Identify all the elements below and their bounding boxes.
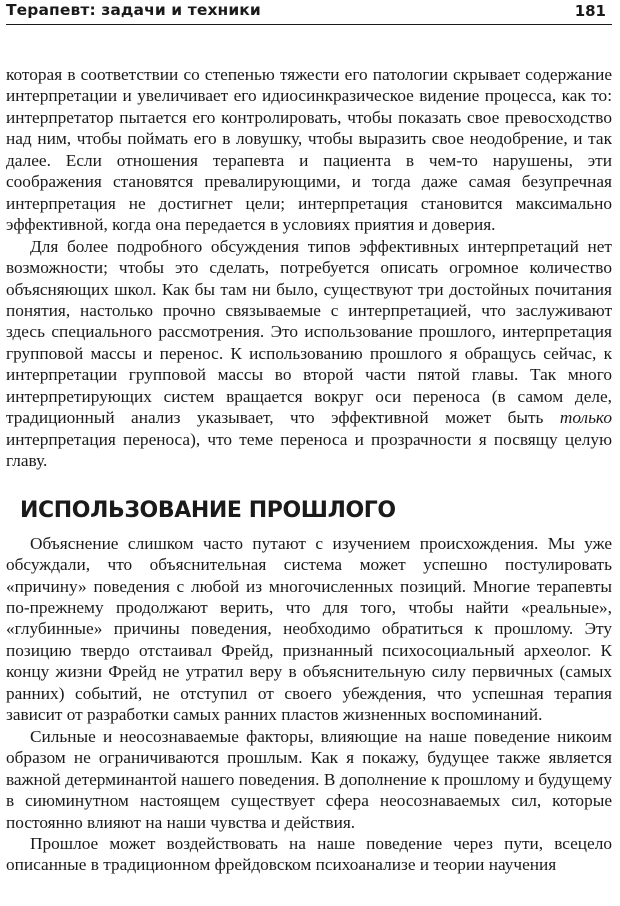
section-paragraph: Прошлое может воздействовать на наше поведение через пути, всецело описанные в традиционном фрейдовском психоанализе и теории научения	[6, 833, 612, 875]
paragraph-interpretation-types	[6, 236, 612, 472]
running-title: Терапевт: задачи и техники	[6, 1, 261, 19]
paragraph-text-part: Для более подробного обсуждения типов эффективных интерпретаций нет возможности; чтобы это сделать, потребуется описать огромное количество объясняющих школ. Как бы там ни было, существуют три достойных почитания понятия, настолько прочно связываемые с интерпретацией, что заслуживают здесь специального рассмотрения. Это использование прошлого, интерпретация групповой массы и перенос. К использованию прошлого я обращусь сейчас, к интерпретации групповой массы во второй части пятой главы. Так много интерпретирующих систем вращается вокруг оси переноса (в самом деле, традиционный анализ указывает, что эффективной может быть	[6, 236, 612, 428]
paragraph-continued: которая в соответствии со степенью тяжести его патологии скрывает содержание интерпретации и увеличивает его идиосинкразическое видение процесса, как то: интерпретатор пытается его контролировать, чтобы показать свое превосходство над ним, чтобы поймать его в ловушку, чтобы выразить свое неодобрение, и так далее. Если отношения терапевта и пациента в чем-то нарушены, эти соображения становятся превалирующими, и тогда даже самая безупречная интерпретация не достигнет цели; интерпретация становится максимально эффективной, когда она передается в условиях приятия и доверия.	[6, 65, 612, 235]
section-paragraph: Сильные и неосознаваемые факторы, влияющие на наше поведение никоим образом не ограничиваются прошлым. Как я покажу, будущее также является важной детерминантой нашего поведения. В дополнение к прошлому и будущему в сиюминутном настоящем существует сфера неосознаваемых сил, которые постоянно влияют на наши чувства и действия.	[6, 726, 612, 832]
running-header	[6, 0, 612, 25]
body-text	[6, 64, 612, 876]
section-heading: ИСПОЛЬЗОВАНИЕ ПРОШЛОГО	[20, 497, 396, 523]
page-number: 181	[574, 2, 606, 20]
paragraph-text-part: интерпретация переноса), что теме переноса и прозрачности я посвящу целую главу.	[6, 429, 612, 471]
emphasized-word: только	[559, 408, 612, 428]
section-paragraph: Объяснение слишком часто путают с изучением происхождения. Мы уже обсуждали, что объяснительная система может успешно постулировать «причину» поведения с любой из многочисленных позиций. Многие терапевты по-прежнему продолжают верить, что для того, чтобы найти «реальные», «глубинные» причины поведения, необходимо обратиться к прошлому. Эту позицию твердо отстаивал Фрейд, признанный психосоциальный археолог. К концу жизни Фрейд не утратил веру в объяснительную силу первичных (самых ранних) событий, не отступил от своего убеждения, что успешная терапия зависит от разработки самых ранних пластов жизненных воспоминаний.	[6, 533, 612, 725]
